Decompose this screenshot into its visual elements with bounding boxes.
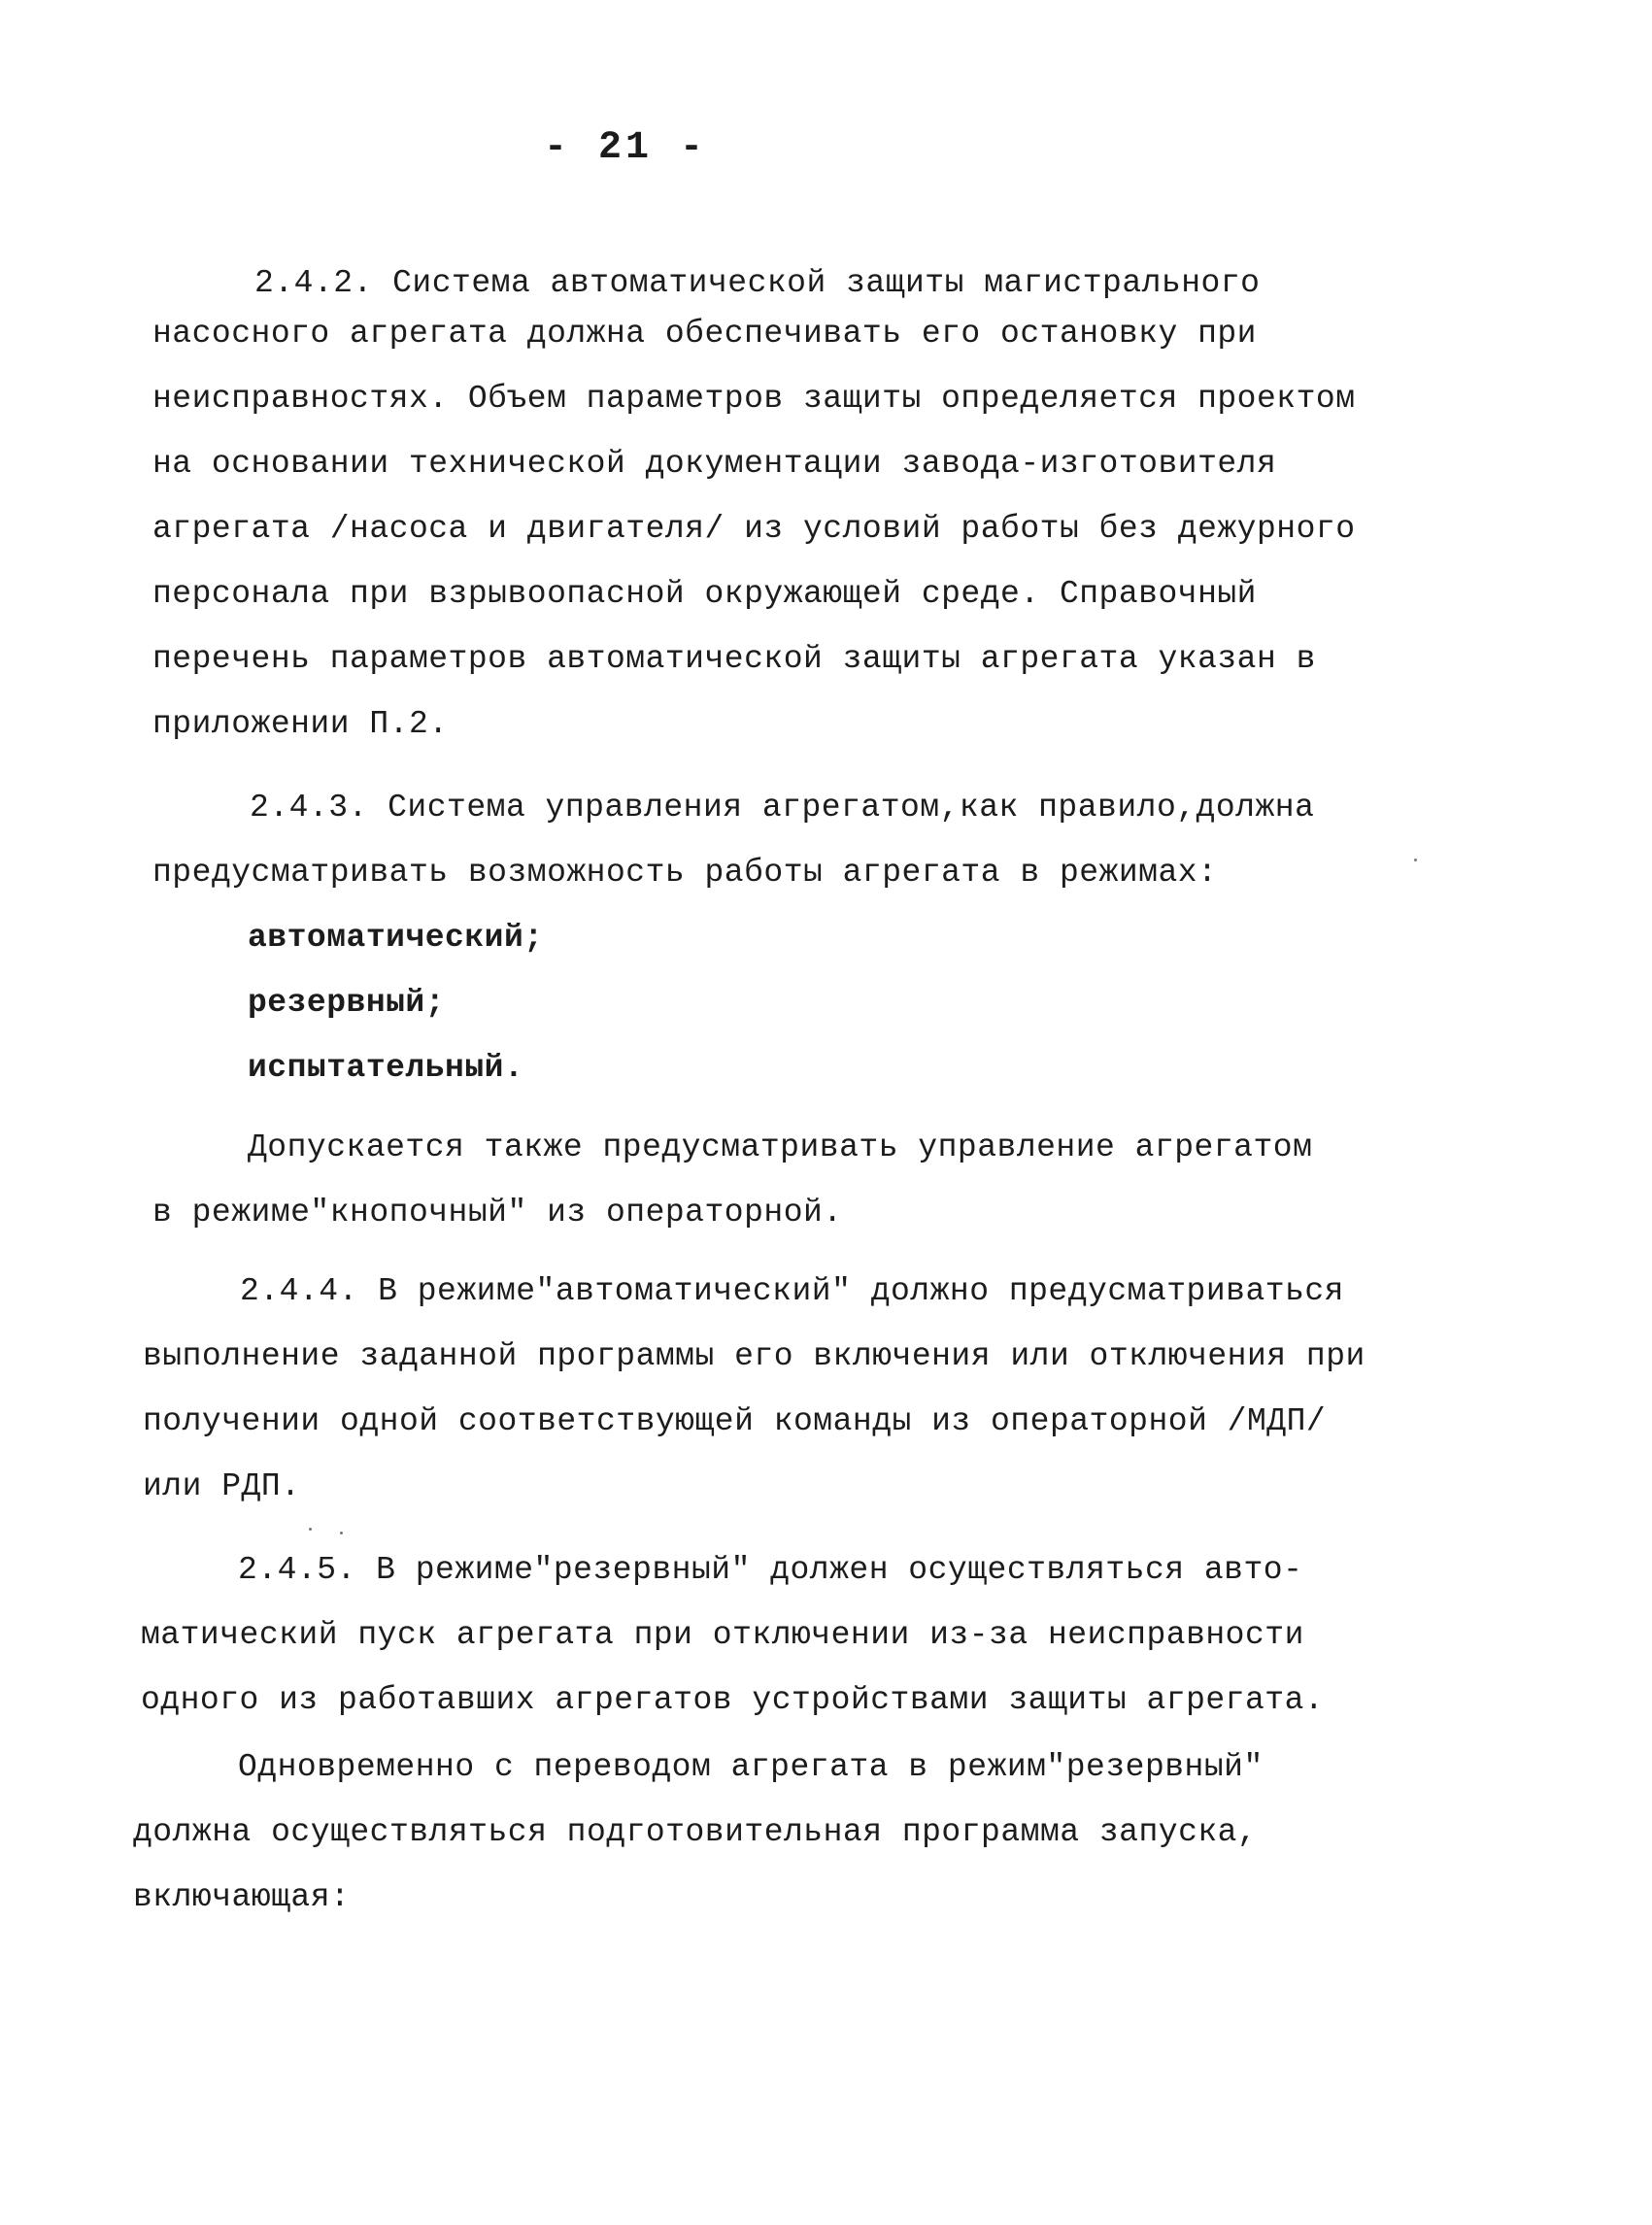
paragraph-2-4-5-line-3: одного из работавших агрегатов устройствами защиты агрегата. xyxy=(141,1682,1325,1718)
paragraph-2-4-5-continuation-line-2: должна осуществляться подготовительная программа запуска, xyxy=(133,1814,1258,1850)
paragraph-2-4-5-line-2: матический пуск агрегата при отключении из-за неисправности xyxy=(141,1617,1304,1653)
paragraph-2-4-3-note-line-1: Допускается также предусматривать управление агрегатом xyxy=(248,1129,1313,1165)
page-number: - 21 - xyxy=(544,126,708,170)
paragraph-2-4-4-line-4: или РДП. xyxy=(143,1468,301,1504)
paragraph-2-4-2-line-5: агрегата /насоса и двигателя/ из условий работы без дежурного xyxy=(152,511,1356,547)
paragraph-2-4-2-line-3: неисправностях. Объем параметров защиты определяется проектом xyxy=(152,381,1356,417)
paragraph-2-4-4-line-1: 2.4.4. В режиме"автоматический" должно предусматриваться xyxy=(240,1273,1344,1309)
paragraph-2-4-3-note-line-2: в режиме"кнопочный" из операторной. xyxy=(152,1195,843,1230)
mode-item-automatic: автоматический; xyxy=(248,920,544,956)
paragraph-2-4-5-continuation-line-3: включающая: xyxy=(133,1879,351,1915)
mode-item-test: испытательный. xyxy=(248,1050,524,1086)
paragraph-2-4-5-continuation-line-1: Одновременно с переводом агрегата в режим"резервный" xyxy=(238,1749,1264,1785)
scan-speck xyxy=(340,1532,343,1534)
paragraph-2-4-5-line-1: 2.4.5. В режиме"резервный" должен осуществляться авто- xyxy=(238,1552,1303,1588)
mode-item-reserve: резервный; xyxy=(248,985,446,1021)
scan-speck xyxy=(1414,859,1417,861)
paragraph-2-4-4-line-2: выполнение заданной программы его включения или отключения при xyxy=(143,1338,1365,1374)
paragraph-2-4-2-line-1: 2.4.2. Система автоматической защиты магистрального xyxy=(254,265,1261,301)
paragraph-2-4-2-line-4: на основании технической документации завода-изготовителя xyxy=(152,446,1277,482)
paragraph-2-4-3-line-1: 2.4.3. Система управления агрегатом,как правило,должна xyxy=(250,790,1315,826)
paragraph-2-4-2-line-6: персонала при взрывоопасной окружающей среде. Справочный xyxy=(152,576,1257,612)
paragraph-2-4-4-line-3: получении одной соответствующей команды из операторной /МДП/ xyxy=(143,1403,1327,1439)
paragraph-2-4-2-line-7: перечень параметров автоматической защиты агрегата указан в xyxy=(152,641,1316,677)
paragraph-2-4-2-line-8: приложении П.2. xyxy=(152,706,449,742)
paragraph-2-4-2-line-2: насосного агрегата должна обеспечивать его остановку при xyxy=(152,316,1257,352)
scan-speck xyxy=(309,1528,312,1531)
paragraph-2-4-3-line-2: предусматривать возможность работы агрегата в режимах: xyxy=(152,855,1218,891)
